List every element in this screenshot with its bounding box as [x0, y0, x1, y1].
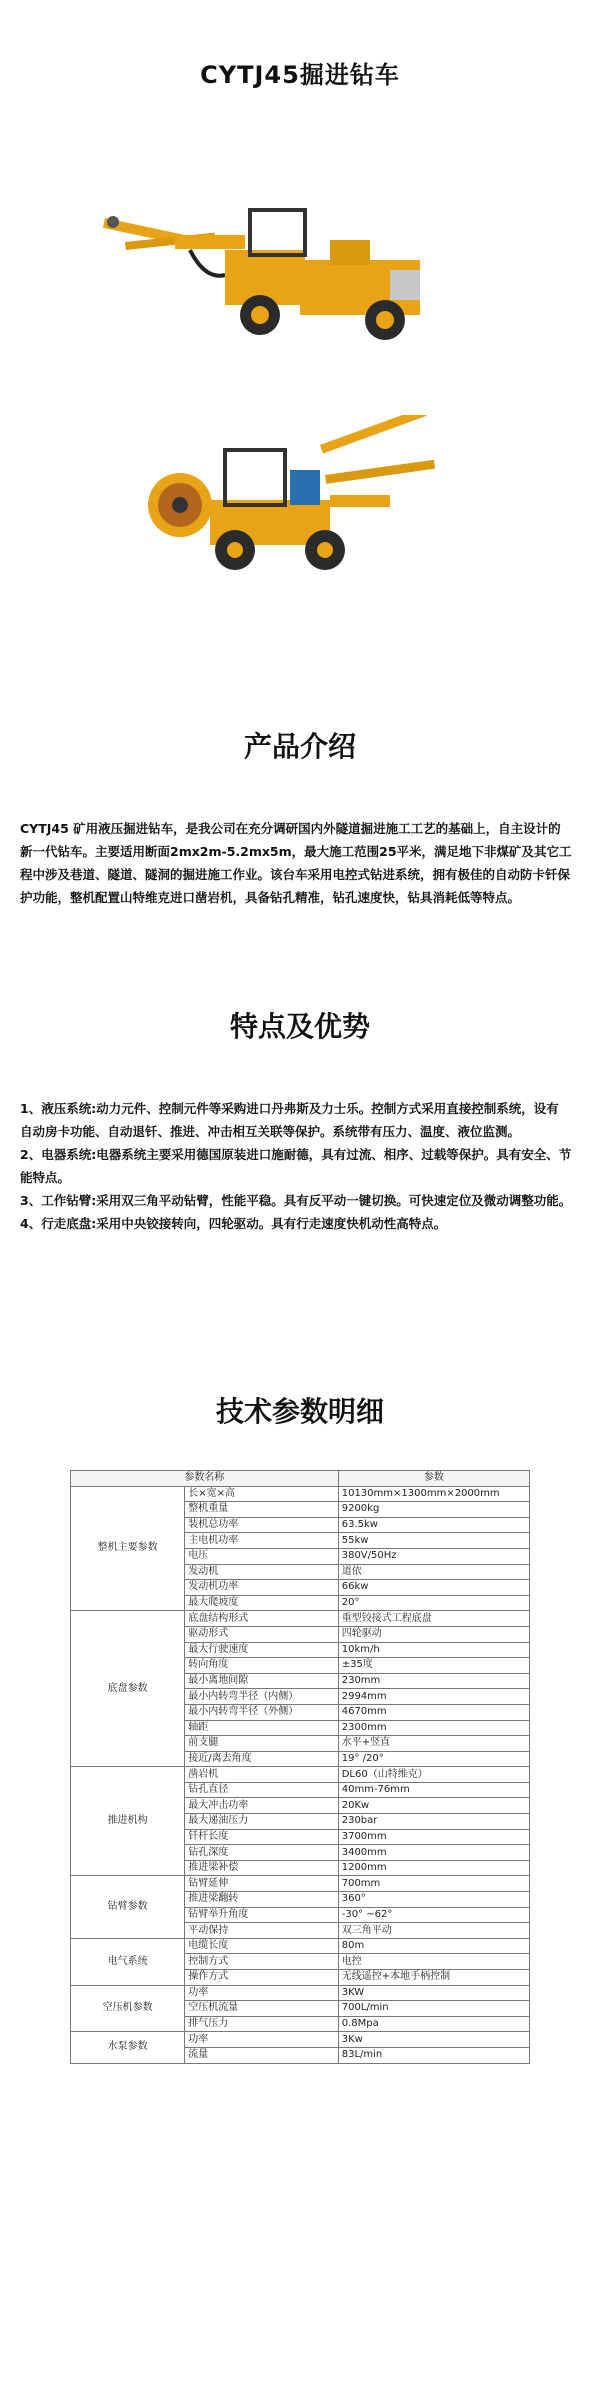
category-cell: 电气系统: [71, 1938, 185, 1985]
param-value-cell: 10km/h: [338, 1642, 529, 1658]
param-value-cell: 360°: [338, 1892, 529, 1908]
param-name-cell: 底盘结构形式: [185, 1611, 338, 1627]
param-name-cell: 电压: [185, 1548, 338, 1564]
feature-item: 自动房卡功能、自动退钎、推进、冲击相互关联等保护。系统带有压力、温度、液位监测。: [20, 1124, 521, 1139]
param-value-cell: 700mm: [338, 1876, 529, 1892]
param-name-cell: 流量: [185, 2047, 338, 2063]
table-row: [71, 1486, 530, 1502]
param-name-cell: 空压机流量: [185, 2001, 338, 2017]
drill-boom: [103, 216, 245, 276]
param-value-cell: 四轮驱动: [338, 1626, 529, 1642]
param-name-cell: 钻臂举升角度: [185, 1907, 338, 1923]
param-value-cell: 0.8Mpa: [338, 2016, 529, 2032]
param-value-cell: 19° /20°: [338, 1751, 529, 1767]
param-value-cell: 10130mm×1300mm×2000mm: [338, 1486, 529, 1502]
param-name-cell: 最小离地间隙: [185, 1673, 338, 1689]
table-header-row: [71, 1471, 530, 1487]
param-value-cell: DL60（山特维克）: [338, 1767, 529, 1783]
category-cell: 空压机参数: [71, 1985, 185, 2032]
category-cell: 钻臂参数: [71, 1876, 185, 1938]
param-name-cell: 排气压力: [185, 2016, 338, 2032]
category-cell: 水泵参数: [71, 2032, 185, 2063]
vehicle-body: [210, 450, 330, 545]
param-name-cell: 长×宽×高: [185, 1486, 338, 1502]
param-name-cell: 控制方式: [185, 1954, 338, 1970]
param-name-cell: 最大行驶速度: [185, 1642, 338, 1658]
param-value-cell: 无线遥控+本地手柄控制: [338, 1970, 529, 1986]
param-value-cell: ±35度: [338, 1658, 529, 1674]
param-name-cell: 平动保持: [185, 1923, 338, 1939]
param-name-cell: 功率: [185, 1985, 338, 2001]
table-row: [71, 1938, 530, 1954]
param-name-cell: 推进梁补偿: [185, 1860, 338, 1876]
param-name-cell: 最大爬坡度: [185, 1595, 338, 1611]
param-value-cell: 重型铰接式工程底盘: [338, 1611, 529, 1627]
parameter-table: [70, 1470, 530, 2064]
param-value-cell: 3KW: [338, 1985, 529, 2001]
param-value-cell: 66kw: [338, 1580, 529, 1596]
param-name-cell: 主电机功率: [185, 1533, 338, 1549]
param-name-cell: 电缆长度: [185, 1938, 338, 1954]
table-row: [71, 1611, 530, 1627]
drill-boom: [320, 415, 435, 507]
feature-item: 4、行走底盘:采用中央铰接转向，四轮驱动。具有行走速度快机动性高特点。: [20, 1216, 447, 1231]
param-name-cell: 轴距: [185, 1720, 338, 1736]
param-value-cell: -30° ~62°: [338, 1907, 529, 1923]
param-value-cell: 4670mm: [338, 1704, 529, 1720]
param-value-cell: 20°: [338, 1595, 529, 1611]
param-name-cell: 前支腿: [185, 1736, 338, 1752]
param-name-cell: 发动机: [185, 1564, 338, 1580]
param-name-cell: 发动机功率: [185, 1580, 338, 1596]
drill-rig-image-2: [140, 415, 460, 585]
feature-item: 3、工作钻臂:采用双三角平动钻臂，性能平稳。具有反平动一键切换。可快速定位及微动调整功能。: [20, 1193, 572, 1208]
param-value-cell: 3400mm: [338, 1845, 529, 1861]
section-title-intro: 产品介绍: [243, 730, 356, 763]
category-cell: 推进机构: [71, 1767, 185, 1876]
param-value-cell: 80m: [338, 1938, 529, 1954]
table-row: [71, 2032, 530, 2048]
param-value-cell: 3700mm: [338, 1829, 529, 1845]
param-value-cell: 230bar: [338, 1814, 529, 1830]
param-value-cell: 700L/min: [338, 2001, 529, 2017]
param-name-cell: 最小内转弯半径（外侧）: [185, 1704, 338, 1720]
table-row: [71, 1767, 530, 1783]
param-name-cell: 操作方式: [185, 1970, 338, 1986]
category-cell: 底盘参数: [71, 1611, 185, 1767]
category-cell: 整机主要参数: [71, 1486, 185, 1611]
param-name-cell: 驱动形式: [185, 1626, 338, 1642]
param-value-cell: 40mm-76mm: [338, 1782, 529, 1798]
param-value-cell: 3Kw: [338, 2032, 529, 2048]
intro-paragraph: CYTJ45 矿用液压掘进钻车，是我公司在充分调研国内外隧道掘进施工工艺的基础上，自主设计的新一代钻车。主要适用断面2mx2m-5.2mx5m，最大施工范围25平米，满足地下非煤矿及其它工程中涉及巷道、隧道、隧洞的掘进施工作业。该台车采用电控式钻进系统，拥有极佳的自动防卡钎保护功能，整机配置山特维克进口凿岩机，具备钻孔精准，钻孔速度快，钻具消耗低等特点。: [20, 821, 572, 905]
section-title-features: 特点及优势: [229, 1010, 370, 1043]
param-name-cell: 装机总功率: [185, 1517, 338, 1533]
param-value-cell: 2994mm: [338, 1689, 529, 1705]
table-row: [71, 1876, 530, 1892]
param-name-cell: 功率: [185, 2032, 338, 2048]
section-title-params: 技术参数明细: [215, 1395, 384, 1428]
param-value-cell: 20Kw: [338, 1798, 529, 1814]
param-value-cell: 电控: [338, 1954, 529, 1970]
param-value-cell: 9200kg: [338, 1502, 529, 1518]
param-value-cell: 230mm: [338, 1673, 529, 1689]
param-value-cell: 水平+竖直: [338, 1736, 529, 1752]
param-name-cell: 钻孔深度: [185, 1845, 338, 1861]
param-name-cell: 最大冲击功率: [185, 1798, 338, 1814]
table-row: [71, 1985, 530, 2001]
param-name-cell: 钻孔直径: [185, 1782, 338, 1798]
param-name-cell: 凿岩机: [185, 1767, 338, 1783]
param-value-cell: 55kw: [338, 1533, 529, 1549]
param-name-cell: 接近/离去角度: [185, 1751, 338, 1767]
param-name-cell: 最小内转弯半径（内侧）: [185, 1689, 338, 1705]
cable-reel: [148, 473, 212, 537]
param-value-cell: 83L/min: [338, 2047, 529, 2063]
param-value-cell: 63.5kw: [338, 1517, 529, 1533]
feature-item: 1、液压系统:动力元件、控制元件等采购进口丹弗斯及力士乐。控制方式采用直接控制系统，设有: [20, 1101, 559, 1116]
column-header-name: 参数名称: [71, 1471, 339, 1487]
param-value-cell: 380V/50Hz: [338, 1548, 529, 1564]
param-value-cell: 道依: [338, 1564, 529, 1580]
param-name-cell: 整机重量: [185, 1502, 338, 1518]
param-value-cell: 双三角平动: [338, 1923, 529, 1939]
column-header-value: 参数: [338, 1471, 529, 1487]
param-value-cell: 1200mm: [338, 1860, 529, 1876]
param-name-cell: 钎杆长度: [185, 1829, 338, 1845]
param-value-cell: 2300mm: [338, 1720, 529, 1736]
param-name-cell: 推进梁翻转: [185, 1892, 338, 1908]
param-name-cell: 转向角度: [185, 1658, 338, 1674]
param-name-cell: 钻臂延伸: [185, 1876, 338, 1892]
drill-rig-image-1: [95, 180, 445, 355]
param-name-cell: 最大递油压力: [185, 1814, 338, 1830]
feature-item: 2、电器系统:电器系统主要采用德国原装进口施耐德，具有过流、相序、过载等保护。具有安全、节能特点。: [20, 1147, 572, 1185]
page-title: CYTJ45掘进钻车: [200, 61, 400, 89]
features-list: [20, 1097, 572, 1235]
